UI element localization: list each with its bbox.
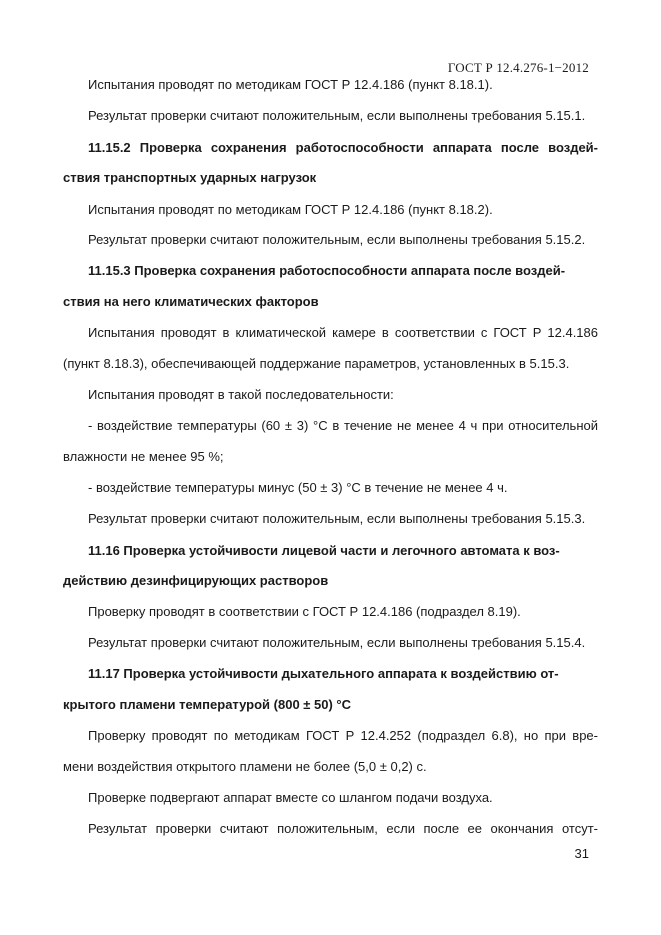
document-code-header: ГОСТ Р 12.4.276-1−2012 [447,60,589,75]
paragraph-line: Испытания проводят в такой последовательности: [88,387,394,402]
section-heading-11-17-cont: крытого пламени температурой (800 ± 50) °С [63,697,352,712]
section-heading-11-16: 11.16 Проверка устойчивости лицевой части и легочного автомата к воз- [88,543,560,558]
paragraph-line: Результат проверки считают положительным, если после ее окончания отсут- [88,821,598,836]
paragraph-line: Результат проверки считают положительным, если выполнены требования 5.15.2. [88,232,586,247]
list-item: - воздействие температуры (60 ± 3) °С в течение не менее 4 ч при относительной [88,418,598,433]
section-heading-11-15-3: 11.15.3 Проверка сохранения работоспособности аппарата после воздей- [88,263,566,278]
section-heading-11-16-cont: действию дезинфицирующих растворов [63,573,329,588]
paragraph-line: Испытания проводят в климатической камере в соответствии с ГОСТ Р 12.4.186 [88,325,598,340]
page-number: 31 [574,846,589,861]
section-heading-11-15-2: 11.15.2 Проверка сохранения работоспособности аппарата после воздей- [88,140,598,155]
list-item: - воздействие температуры минус (50 ± 3) °С в течение не менее 4 ч. [88,480,508,495]
section-heading-11-15-2-cont: ствия транспортных ударных нагрузок [63,170,317,185]
list-item-cont: влажности не менее 95 %; [63,449,224,464]
paragraph-line: Испытания проводят по методикам ГОСТ Р 12.4.186 (пункт 8.18.1). [88,77,493,92]
section-heading-11-17: 11.17 Проверка устойчивости дыхательного аппарата к воздействию от- [88,666,559,681]
paragraph-line: Результат проверки считают положительным, если выполнены требования 5.15.3. [88,511,586,526]
paragraph-line: мени воздействия открытого пламени не более (5,0 ± 0,2) с. [63,759,427,774]
paragraph-line: Результат проверки считают положительным, если выполнены требования 5.15.4. [88,635,586,650]
paragraph-line: Проверку проводят по методикам ГОСТ Р 12.4.252 (подраздел 6.8), но при вре- [88,728,598,743]
section-heading-11-15-3-cont: ствия на него климатических факторов [63,294,319,309]
paragraph-line: (пункт 8.18.3), обеспечивающей поддержание параметров, установленных в 5.15.3. [63,356,570,371]
paragraph-line: Проверке подвергают аппарат вместе со шлангом подачи воздуха. [88,790,493,805]
paragraph-line: Испытания проводят по методикам ГОСТ Р 12.4.186 (пункт 8.18.2). [88,202,493,217]
paragraph-line: Результат проверки считают положительным, если выполнены требования 5.15.1. [88,108,586,123]
paragraph-line: Проверку проводят в соответствии с ГОСТ Р 12.4.186 (подраздел 8.19). [88,604,521,619]
